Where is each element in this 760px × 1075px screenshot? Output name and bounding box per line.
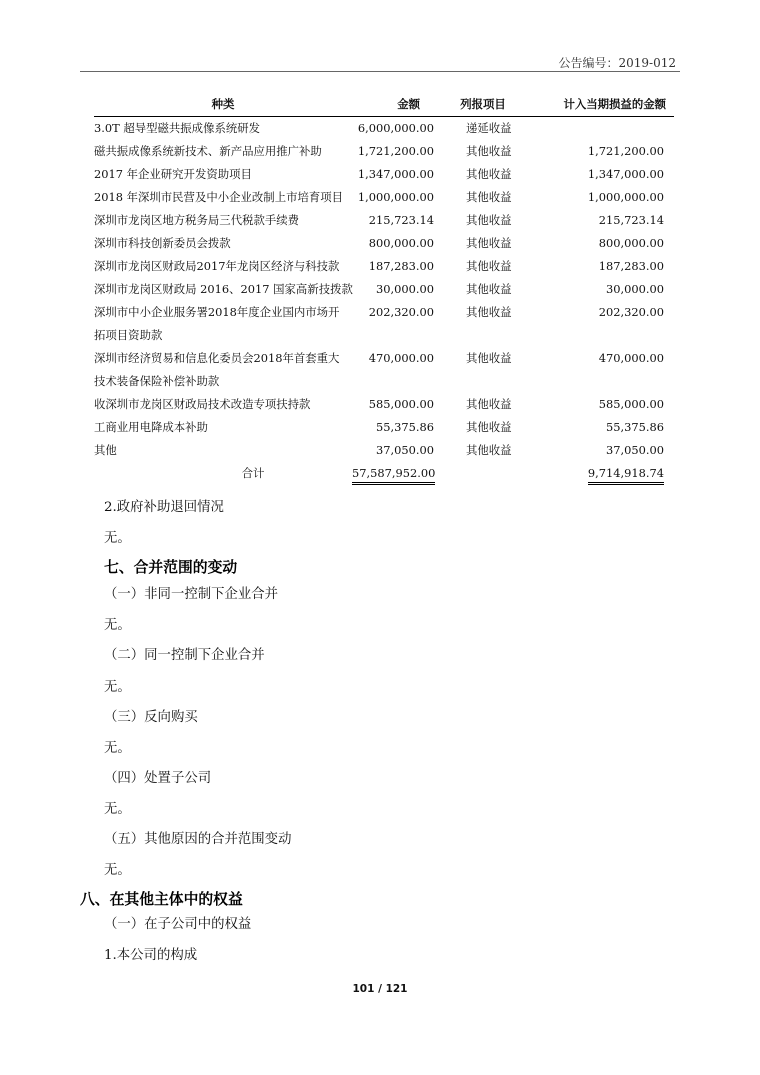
grant-current-amount: 585,000.00 — [598, 397, 664, 411]
header-divider — [80, 71, 680, 72]
total-amount: 57,587,952.00 — [352, 465, 435, 485]
grant-name: 3.0T 超导型磁共振成像系统研发 — [94, 121, 261, 135]
grant-amount: 1,347,000.00 — [357, 167, 434, 181]
section-7-title: 七、合并范围的变动 — [104, 559, 238, 576]
table-row — [94, 255, 674, 278]
column-header-current: 计入当期损益的金额 — [532, 92, 674, 117]
grant-item: 其他收益 — [466, 282, 512, 296]
subsection-4-none: 无。 — [104, 802, 131, 817]
table-row — [94, 301, 674, 347]
subsection-3-title: （三）反向购买 — [104, 710, 198, 725]
grant-current-amount: 1,721,200.00 — [587, 144, 664, 158]
grant-amount: 215,723.14 — [368, 213, 434, 227]
grant-name: 深圳市龙岗区地方税务局三代税款手续费 — [94, 213, 300, 227]
document-number: 公告编号：2019-012 — [558, 56, 676, 70]
table-total-row — [94, 462, 674, 485]
subsection-2-none: 无。 — [104, 680, 131, 695]
grant-item: 递延收益 — [466, 121, 512, 135]
grant-name: 深圳市经济贸易和信息化委员会2018年首套重大技术装备保险补偿补助款 — [94, 351, 340, 388]
grant-amount: 1,721,200.00 — [357, 144, 434, 158]
subsection-5-title: （五）其他原因的合并范围变动 — [104, 832, 292, 847]
grant-name: 2018 年深圳市民营及中小企业改制上市培育项目 — [94, 190, 344, 204]
subsection-2-title: （二）同一控制下企业合并 — [104, 648, 265, 663]
grant-item: 其他收益 — [466, 213, 512, 227]
grant-current-amount: 30,000.00 — [606, 282, 664, 296]
grant-name: 工商业用电降成本补助 — [94, 420, 208, 434]
subsection-4-title: （四）处置子公司 — [104, 771, 212, 786]
table-row — [94, 186, 674, 209]
grant-amount: 187,283.00 — [368, 259, 434, 273]
grant-amount: 585,000.00 — [368, 397, 434, 411]
total-current-amount: 9,714,918.74 — [588, 465, 664, 485]
grant-amount: 6,000,000.00 — [357, 121, 434, 135]
subsection-1-title: （一）非同一控制下企业合并 — [104, 587, 279, 602]
grant-item: 其他收益 — [466, 305, 512, 319]
grant-current-amount: 800,000.00 — [598, 236, 664, 250]
column-header-item: 列报项目 — [434, 92, 532, 117]
section-8-title: 八、在其他主体中的权益 — [80, 891, 243, 908]
item-8-1-title: 1.本公司的构成 — [104, 948, 198, 963]
grant-amount: 30,000.00 — [376, 282, 434, 296]
grant-item: 其他收益 — [466, 259, 512, 273]
table-row — [94, 416, 674, 439]
table-row — [94, 140, 674, 163]
grant-amount: 800,000.00 — [368, 236, 434, 250]
table-header-row — [94, 92, 674, 117]
grant-name: 深圳市龙岗区财政局2017年龙岗区经济与科技款 — [94, 259, 340, 273]
grant-current-amount: 55,375.86 — [606, 420, 664, 434]
grant-amount: 37,050.00 — [376, 443, 434, 457]
grant-amount: 1,000,000.00 — [357, 190, 434, 204]
grant-name: 深圳市龙岗区财政局 2016、2017 国家高新技拨款 — [94, 282, 353, 296]
grant-item: 其他收益 — [466, 420, 512, 434]
grant-current-amount: 1,347,000.00 — [587, 167, 664, 181]
government-grants-table — [94, 92, 674, 485]
grant-amount: 55,375.86 — [376, 420, 434, 434]
table-row — [94, 278, 674, 301]
refund-none: 无。 — [104, 531, 131, 546]
table-row — [94, 117, 674, 141]
refund-title: 2.政府补助退回情况 — [104, 500, 224, 515]
grant-name: 收深圳市龙岗区财政局技术改造专项扶持款 — [94, 397, 311, 411]
table-row — [94, 393, 674, 416]
grant-item: 其他收益 — [466, 443, 512, 457]
subsection-8-1-title: （一）在子公司中的权益 — [104, 917, 252, 932]
grant-item: 其他收益 — [466, 236, 512, 250]
subsection-1-none: 无。 — [104, 618, 131, 633]
grant-name: 磁共振成像系统新技术、新产品应用推广补助 — [94, 144, 322, 158]
subsection-3-none: 无。 — [104, 741, 131, 756]
table-row — [94, 439, 674, 462]
grant-name: 2017 年企业研究开发资助项目 — [94, 167, 252, 181]
grant-current-amount: 1,000,000.00 — [587, 190, 664, 204]
total-label: 合计 — [241, 466, 265, 480]
grant-current-amount: 202,320.00 — [598, 305, 664, 319]
grant-name: 深圳市中小企业服务署2018年度企业国内市场开拓项目资助款 — [94, 305, 340, 342]
grant-current-amount: 37,050.00 — [606, 443, 664, 457]
grant-item: 其他收益 — [466, 351, 512, 365]
table-row — [94, 347, 674, 393]
grant-item: 其他收益 — [466, 167, 512, 181]
table-row — [94, 209, 674, 232]
grant-current-amount: 215,723.14 — [598, 213, 664, 227]
column-header-type: 种类 — [94, 92, 352, 117]
grant-current-amount — [532, 117, 674, 141]
grant-item: 其他收益 — [466, 190, 512, 204]
subsection-5-none: 无。 — [104, 863, 131, 878]
page-number: 101 / 121 — [352, 983, 408, 995]
grant-current-amount: 470,000.00 — [598, 351, 664, 365]
grant-name: 深圳市科技创新委员会拨款 — [94, 236, 231, 250]
grant-name: 其他 — [94, 443, 117, 457]
grant-item: 其他收益 — [466, 144, 512, 158]
grant-current-amount: 187,283.00 — [598, 259, 664, 273]
table-row — [94, 163, 674, 186]
column-header-amount: 金额 — [352, 92, 434, 117]
grant-amount: 202,320.00 — [368, 305, 434, 319]
grant-item: 其他收益 — [466, 397, 512, 411]
grant-amount: 470,000.00 — [368, 351, 434, 365]
table-row — [94, 232, 674, 255]
